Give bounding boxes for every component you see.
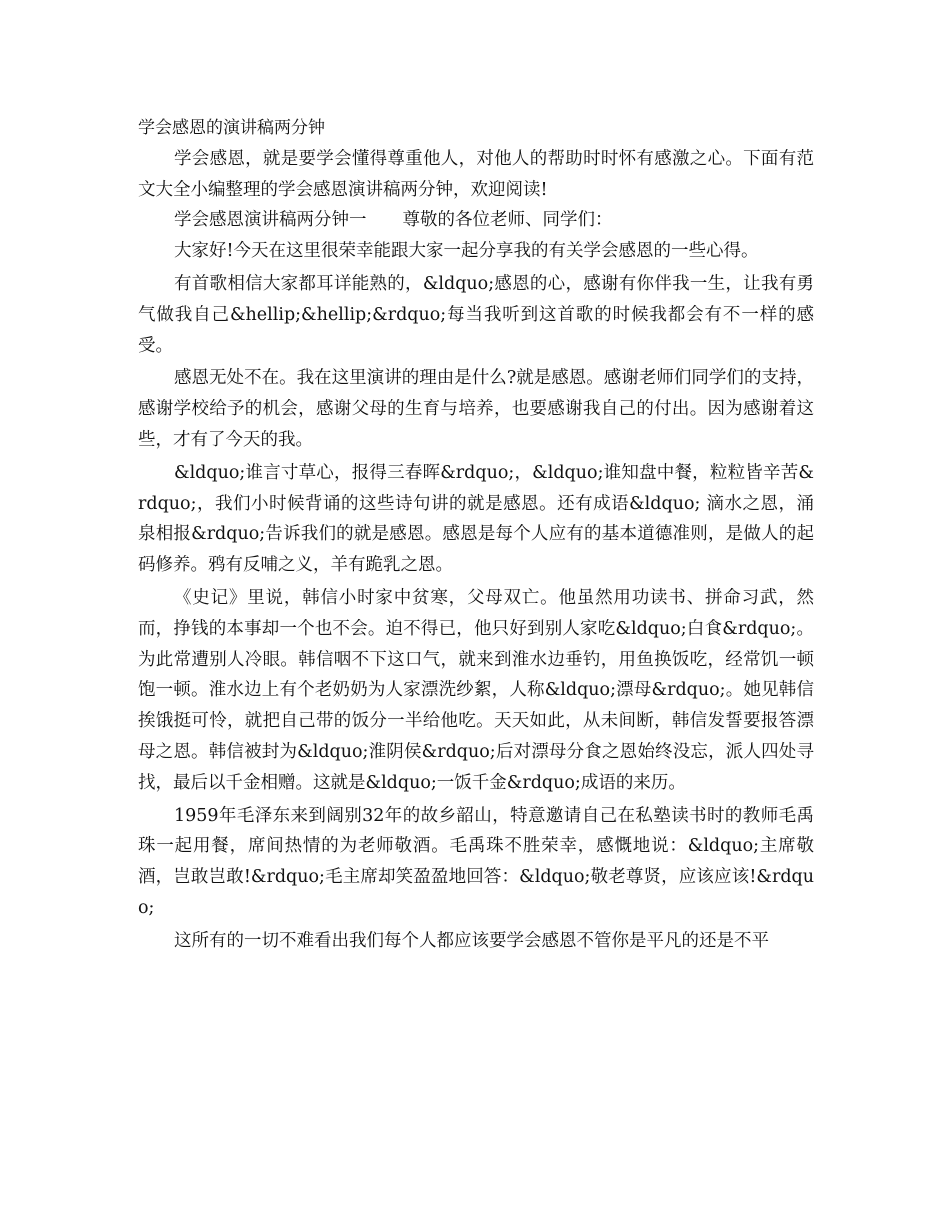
speech-heading-line [138,205,814,236]
document-page [138,113,814,957]
body-paragraph: 《史记》里说，韩信小时家中贫寒，父母双亡。他虽然用功读书、拼命习武，然而，挣钱的本事却一个也不会。迫不得已，他只好到别人家吃&ldquo;白食&rdquo;。为此常遭别人冷眼。韩信咽不下这口气，就来到淮水边垂钓，用鱼换饭吃，经常饥一顿饱一顿。淮水边上有个老奶奶为人家漂洗纱絮，人称&ldquo;漂母&rdquo;。她见韩信挨饿挺可怜，就把自己带的饭分一半给他吃。天天如此，从未间断，韩信发誓要报答漂母之恩。韩信被封为&ldquo;淮阴侯&rdquo;后对漂母分食之恩始终没忘，派人四处寻找，最后以千金相赠。这就是&ldquo;一饭千金&rdquo;成语的来历。 [138,587,814,793]
body-paragraph: 1959年毛泽东来到阔别32年的故乡韶山，特意邀请自己在私塾读书时的教师毛禹珠一起用餐，席间热情的为老师敬酒。毛禹珠不胜荣幸，感慨地说：&ldquo;主席敬酒，岂敢岂敢!&rdquo;毛主席却笑盈盈地回答：&ldquo;敬老尊贤，应该应该!&rdquo; [138,805,814,918]
body-paragraph: &ldquo;谁言寸草心，报得三春晖&rdquo;，&ldquo;谁知盘中餐，粒粒皆辛苦&rdquo;，我们小时候背诵的这些诗句讲的就是感恩。还有成语&ldquo; 滴水之恩，涌泉相报&rdquo;告诉我们的就是感恩。感恩是每个人应有的基本道德准则，是做人的起码修养。鸦有反哺之义，羊有跪乳之恩。 [138,462,814,576]
speech-heading: 学会感恩演讲稿两分钟一 [174,210,367,231]
body-paragraph: 大家好!今天在这里很荣幸能跟大家一起分享我的有关学会感恩的一些心得。 [174,241,759,262]
intro-paragraph: 学会感恩，就是要学会懂得尊重他人，对他人的帮助时时怀有感激之心。下面有范文大全小编整理的学会感恩演讲稿两分钟，欢迎阅读! [138,148,814,200]
body-paragraph: 感恩无处不在。我在这里演讲的理由是什么?就是感恩。感谢老师们同学们的支持，感谢学校给予的机会，感谢父母的生育与培养，也要感谢我自己的付出。因为感谢着这些，才有了今天的我。 [138,368,814,450]
speech-greeting: 尊敬的各位老师、同学们： [402,210,613,231]
body-paragraph: 有首歌相信大家都耳详能熟的，&ldquo;感恩的心，感谢有你伴我一生，让我有勇气做我自己&hellip;&hellip;&rdquo;每当我听到这首歌的时候我都会有不一样的感受。 [138,273,814,356]
body-paragraph: 这所有的一切不难看出我们每个人都应该要学会感恩不管你是平凡的还是不平 [174,930,769,951]
document-title: 学会感恩的演讲稿两分钟 [138,118,325,138]
